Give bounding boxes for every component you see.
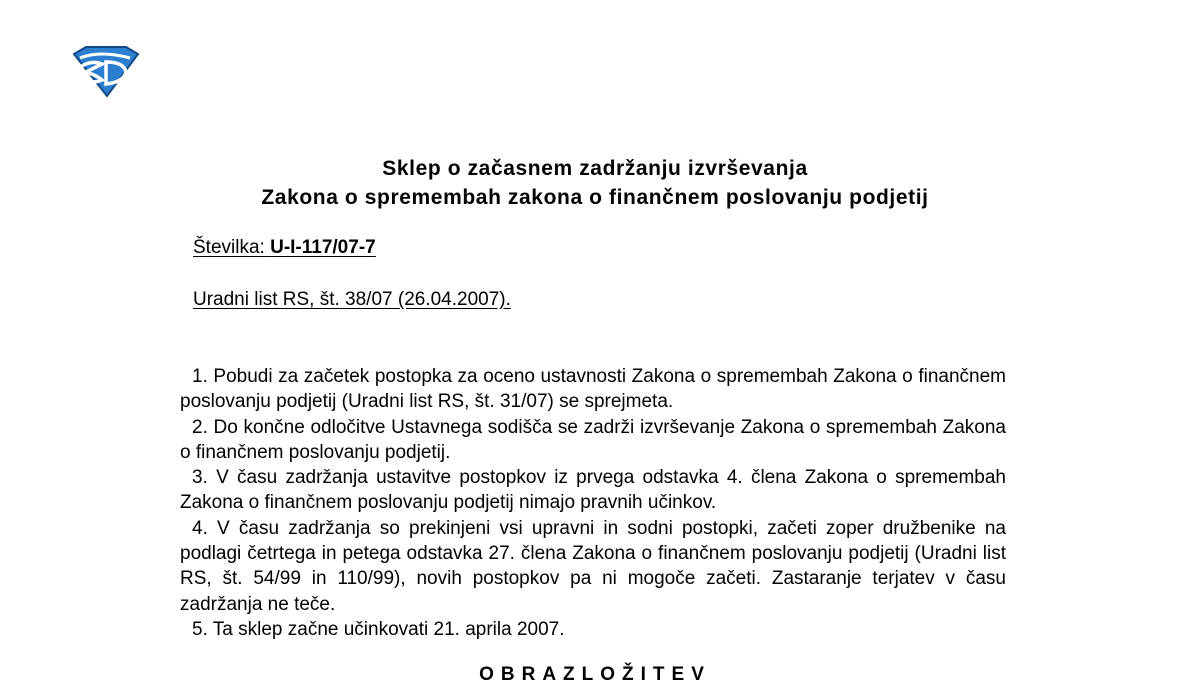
point-2: 2. Do končne odločitve Ustavnega sodišča se zadrži izvrševanje Zakona o spremembah Zakona o finančnem poslovanju podjetij. <box>180 416 1006 463</box>
section-heading: OBRAZLOŽITEV <box>479 664 711 685</box>
title-line-1: Sklep o začasnem zadržanju izvrševanja <box>382 157 808 180</box>
document-title <box>0 154 1190 212</box>
point-3: 3. V času zadržanja ustavitve postopkov iz prvega odstavka 4. člena Zakona o spremembah Zakona o finančnem poslovanju podjetij nimajo pravnih učinkov. <box>180 467 1006 514</box>
point-5: 5. Ta sklep začne učinkovati 21. aprila 2007. <box>192 618 565 640</box>
gazette-text: Uradni list RS, št. 38/07 (26.04.2007). <box>193 289 511 310</box>
resolution-points <box>180 364 1006 642</box>
point-4: 4. V času zadržanja so prekinjeni vsi upravni in sodni postopki, začeti zoper družbenike na podlagi četrtega in petega odstavka 27. člena Zakona o finančnem poslovanju podjetij (Uradni list RS, št. 54/99 in 110/99), novih postopkov pa ni mogoče začeti. Zastaranje terjatev v času zadržanja ne teče. <box>180 517 1006 615</box>
gazette-reference <box>193 289 511 311</box>
number-value: U-I-117/07-7 <box>270 237 376 258</box>
title-line-2: Zakona o spremembah zakona o finančnem poslovanju podjetij <box>261 186 929 209</box>
document-number <box>193 237 376 259</box>
number-label: Številka: <box>193 237 265 258</box>
point-1: 1. Pobudi za začetek postopka za oceno ustavnosti Zakona o spremembah Zakona o finančnem poslovanju podjetij (Uradni list RS, št. 31/07) se sprejmeta. <box>180 366 1006 413</box>
sd-logo <box>72 46 140 98</box>
